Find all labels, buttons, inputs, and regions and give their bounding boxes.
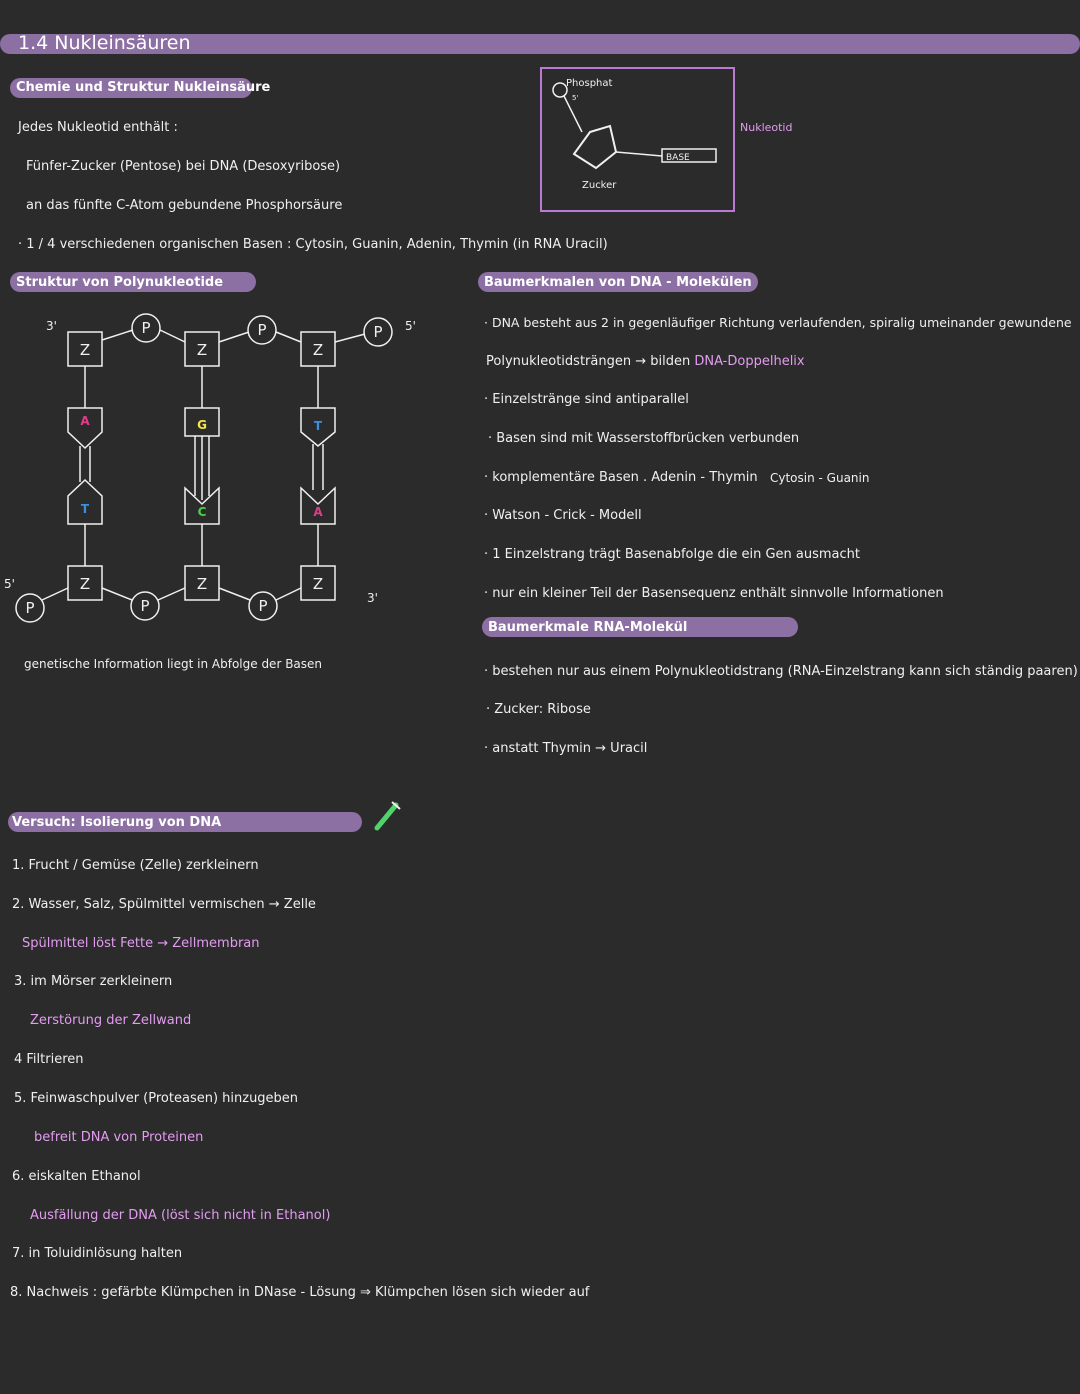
base-letter-bottom: A	[313, 505, 323, 519]
sugar-label: Z	[79, 341, 91, 359]
phosphate-label: P	[257, 321, 267, 339]
sugar-label: Z	[79, 575, 91, 593]
section-heading-struktur: Struktur von Polynukleotide	[16, 275, 224, 290]
phosphate-label: P	[25, 599, 35, 617]
step-8: 8. Nachweis : gefärbte Klümpchen in DNase - Lösung ⇒ Klümpchen lösen sich wieder auf	[10, 1285, 590, 1300]
section-heading-dna: Baumerkmalen von DNA - Molekülen	[484, 275, 752, 290]
rna-bullet-3: · anstatt Thymin → Uracil	[484, 741, 648, 756]
phosphate-label: P	[258, 597, 268, 615]
caption-genetic-info: genetische Information liegt in Abfolge der Basen	[24, 657, 323, 671]
five-prime-label: 5'	[572, 94, 579, 102]
base-letter-top: A	[80, 414, 90, 428]
rna-bullet-1: · bestehen nur aus einem Polynukleotidstrang (RNA-Einzelstrang kann sich ständig paaren)	[484, 664, 1078, 679]
base-letter-bottom: T	[80, 502, 90, 516]
dna-bullet-2: · Einzelstränge sind antiparallel	[484, 392, 689, 407]
dna-bullet-1: · DNA besteht aus 2 in gegenläufiger Richtung verlaufenden, spiralig umeinander gewundene	[484, 315, 1072, 330]
step-3: 3. im Mörser zerkleinern	[14, 974, 173, 989]
phosphate-circle	[553, 83, 567, 97]
section-heading-rna: Baumerkmale RNA-Molekül	[488, 620, 688, 635]
base-label: BASE	[666, 153, 690, 163]
polynucleotide-diagram	[0, 300, 440, 640]
dna-bullet-4: · komplementäre Basen . Adenin - Thymin	[484, 470, 758, 485]
phosphate-label: P	[140, 597, 150, 615]
step-4: 4 Filtrieren	[14, 1052, 84, 1067]
text-intro: Jedes Nukleotid enthält :	[18, 120, 178, 135]
sugar-label: Z	[312, 341, 324, 359]
pentose-ring	[574, 126, 616, 168]
nucleotide-diagram	[530, 62, 830, 222]
nucleotide-frame	[541, 68, 734, 211]
dna-bullet-3: · Basen sind mit Wasserstoffbrücken verbunden	[488, 431, 800, 446]
base-letter-bottom: C	[197, 505, 207, 519]
five-prime-left: 5'	[4, 577, 15, 591]
step-5-note: befreit DNA von Proteinen	[34, 1130, 204, 1145]
step-6-note: Ausfällung der DNA (löst sich nicht in Ethanol)	[30, 1208, 331, 1223]
sugar-label: Z	[312, 575, 324, 593]
step-5: 5. Feinwaschpulver (Proteasen) hinzugeben	[14, 1091, 299, 1106]
text-pentose: Fünfer-Zucker (Pentose) bei DNA (Desoxyribose)	[26, 159, 341, 174]
step-2: 2. Wasser, Salz, Spülmittel vermischen → Zelle	[12, 897, 316, 912]
five-prime-top: 5'	[405, 319, 416, 333]
dna-bullet-4b: Cytosin - Guanin	[770, 471, 870, 485]
base-letter-top: T	[313, 419, 323, 433]
step-2-note: Spülmittel löst Fette → Zellmembran	[22, 936, 260, 951]
sugar-label: Z	[196, 575, 208, 593]
dna-bullet-6: · 1 Einzelstrang trägt Basenabfolge die ein Gen ausmacht	[484, 547, 861, 562]
phosphate-label: P	[373, 323, 383, 341]
page-title: 1.4 Nukleinsäuren	[18, 32, 191, 54]
test-tube-icon	[372, 800, 402, 834]
text-phosphorsaeure: an das fünfte C-Atom gebundene Phosphorsäure	[26, 198, 343, 213]
step-1: 1. Frucht / Gemüse (Zelle) zerkleinern	[12, 858, 259, 873]
dna-bullet-7: · nur ein kleiner Teil der Basensequenz enthält sinnvolle Informationen	[484, 586, 944, 601]
zucker-label: Zucker	[582, 180, 617, 191]
phosphat-label: Phosphat	[566, 78, 613, 89]
step-3-note: Zerstörung der Zellwand	[30, 1013, 192, 1028]
nukleotid-label: Nukleotid	[740, 121, 793, 134]
step-6: 6. eiskalten Ethanol	[12, 1169, 141, 1184]
three-prime-top: 3'	[46, 319, 57, 333]
rna-bullet-2: · Zucker: Ribose	[486, 702, 591, 717]
text-basen: · 1 / 4 verschiedenen organischen Basen : Cytosin, Guanin, Adenin, Thymin (in RNA Uracil)	[18, 237, 608, 252]
sugar-label: Z	[196, 341, 208, 359]
section-heading-chemie: Chemie und Struktur Nukleinsäure	[16, 80, 271, 95]
phosphate-label: P	[141, 319, 151, 337]
three-prime-right: 3'	[367, 591, 378, 605]
base-letter-top: G	[197, 418, 207, 432]
section-heading-versuch: Versuch: Isolierung von DNA	[12, 815, 222, 830]
dna-bullet-1b: Polynukleotidsträngen → bilden DNA-Doppelhelix	[486, 354, 805, 369]
step-7: 7. in Toluidinlösung halten	[12, 1246, 183, 1261]
dna-bullet-5: · Watson - Crick - Modell	[484, 508, 642, 523]
